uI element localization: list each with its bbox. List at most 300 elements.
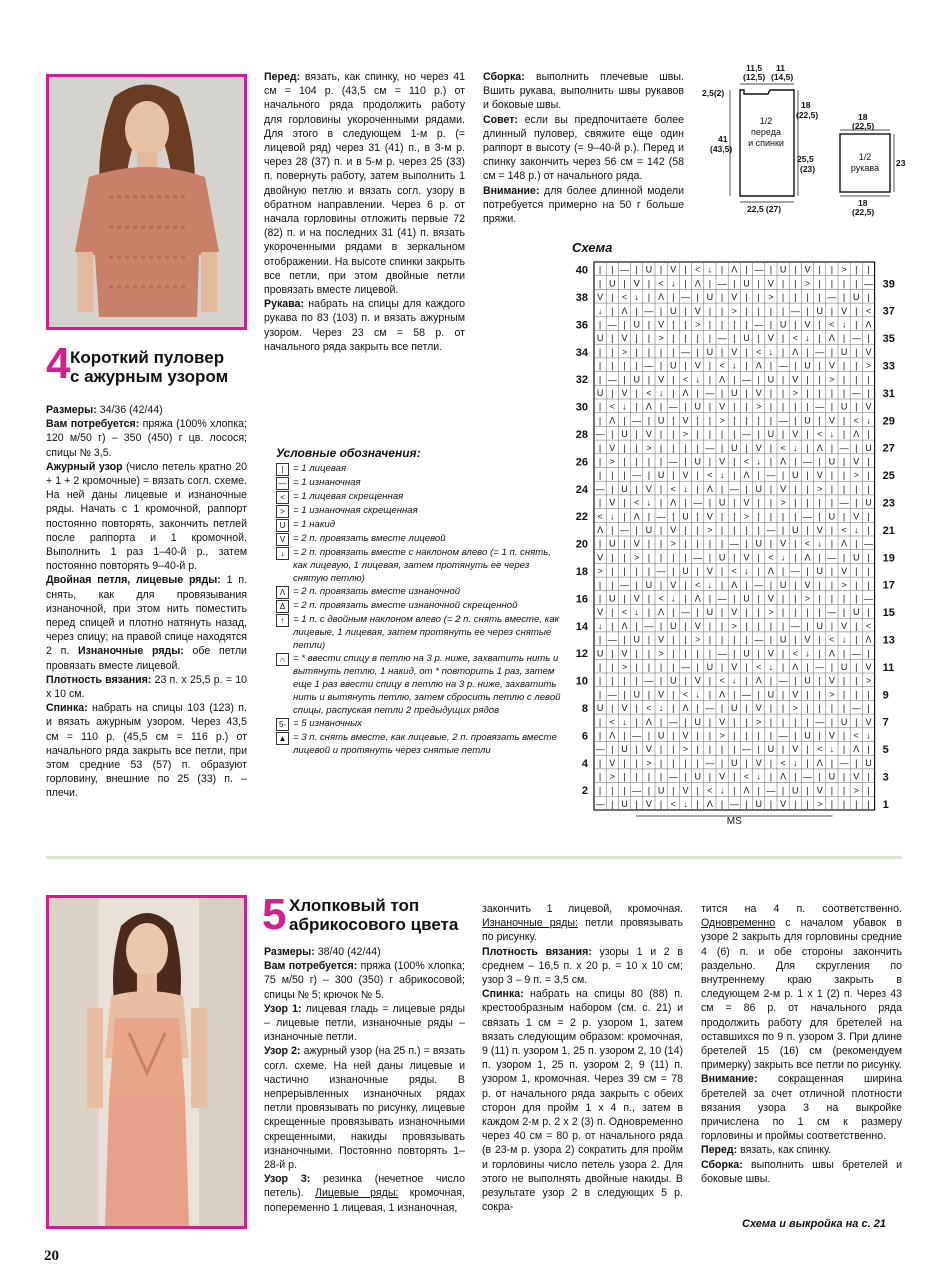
- svg-text:|: |: [867, 429, 870, 440]
- row-number-right: 21: [882, 524, 895, 537]
- svg-text:|: |: [611, 798, 614, 809]
- svg-text:|: |: [794, 415, 797, 426]
- svg-text:|: |: [647, 552, 651, 563]
- svg-text:|: |: [806, 689, 809, 700]
- svg-text:|: |: [867, 648, 870, 659]
- label: Изнаночные ряды:: [482, 917, 578, 930]
- svg-text:>: >: [670, 538, 676, 549]
- svg-text:|: |: [818, 333, 821, 344]
- svg-text:|: |: [708, 374, 712, 385]
- svg-text:U: U: [731, 757, 738, 768]
- svg-text:|: |: [830, 442, 834, 453]
- svg-text:↓: ↓: [793, 442, 798, 453]
- svg-text:Λ: Λ: [731, 264, 738, 275]
- svg-text:V: V: [865, 661, 872, 672]
- svg-text:|: |: [733, 716, 736, 727]
- svg-text:|: |: [830, 579, 834, 590]
- svg-text:|: |: [647, 634, 651, 645]
- svg-text:Λ: Λ: [828, 648, 835, 659]
- svg-text:|: |: [684, 648, 687, 659]
- svg-text:V: V: [828, 360, 835, 371]
- svg-text:|: |: [757, 278, 760, 289]
- svg-text:|: |: [672, 387, 675, 398]
- svg-text:U: U: [706, 661, 714, 672]
- dim-left-main2: (43,5): [710, 144, 733, 154]
- row-number-left: 6: [581, 730, 588, 743]
- svg-text:V: V: [609, 497, 616, 508]
- svg-text:—: —: [742, 429, 751, 440]
- svg-text:U: U: [828, 771, 836, 782]
- svg-text:—: —: [766, 785, 776, 796]
- text: ажурный узор (на 25 п.) = вязать согл. схеме. На ней даны лицевые и частично изнаночные ряды. В непрерывленных изнаночных рядах петли провязывать по рисунку, лицевые скрещенные провязывать изнаночными скрещенными, накиды провязывать изнаночными. Постоянно повторять 1–28-й р.: [264, 1045, 465, 1172]
- svg-text:|: |: [708, 771, 712, 782]
- svg-text:V: V: [780, 483, 787, 494]
- legend-text: = 1 лицевая: [293, 463, 347, 474]
- svg-text:|: |: [598, 415, 602, 426]
- svg-text:|: |: [745, 524, 748, 535]
- svg-text:U: U: [718, 497, 726, 508]
- svg-text:U: U: [767, 429, 775, 440]
- svg-text:V: V: [658, 634, 665, 645]
- sleeve-label-2: рукава: [850, 163, 880, 173]
- legend-item: [276, 731, 566, 757]
- svg-text:<: <: [719, 675, 725, 686]
- svg-text:↓: ↓: [634, 292, 639, 303]
- svg-text:|: |: [720, 524, 724, 535]
- svg-text:|: |: [696, 415, 699, 426]
- svg-text:U: U: [804, 415, 811, 426]
- svg-text:|: |: [623, 593, 626, 604]
- photo-pullover: [46, 74, 247, 330]
- svg-text:|: |: [598, 689, 602, 700]
- svg-text:V: V: [792, 744, 799, 755]
- svg-text:|: |: [733, 744, 736, 755]
- svg-text:↓: ↓: [744, 566, 749, 577]
- svg-text:U: U: [731, 442, 738, 453]
- svg-text:U: U: [743, 278, 750, 289]
- svg-text:<: <: [634, 497, 640, 508]
- svg-text:V: V: [694, 620, 701, 631]
- row-number-right: 37: [882, 305, 895, 318]
- row-number-left: 16: [575, 593, 588, 606]
- svg-text:—: —: [766, 524, 776, 535]
- svg-text:|: |: [855, 661, 858, 672]
- sleeve-label-1: 1/2: [858, 152, 872, 162]
- legend-text: = 3 п. снять вместе, как лицевые, 2 п. провязать вместе лицевой и протянуть через снятые петли: [293, 732, 557, 756]
- svg-text:Λ: Λ: [816, 757, 823, 768]
- svg-text:|: |: [611, 579, 614, 590]
- svg-text:↓: ↓: [854, 524, 859, 535]
- svg-text:|: |: [659, 552, 663, 563]
- svg-text:<: <: [658, 278, 664, 289]
- svg-text:>: >: [756, 716, 762, 727]
- svg-text:—: —: [717, 593, 727, 604]
- legend-item: [276, 532, 566, 546]
- svg-text:>: >: [865, 360, 872, 371]
- svg-text:|: |: [611, 661, 614, 672]
- svg-text:V: V: [719, 716, 726, 727]
- svg-text:|: |: [842, 333, 846, 344]
- text: сокращенная ширина бретелей за счет отличной плотности вязания узора 3 на выкройке причислена по 1 см к размеру горловины и проймы соответственно.: [701, 1073, 902, 1143]
- svg-text:>: >: [865, 675, 872, 686]
- svg-text:V: V: [780, 798, 787, 809]
- svg-text:—: —: [778, 415, 788, 426]
- svg-text:|: |: [696, 387, 699, 398]
- svg-text:>: >: [853, 785, 859, 796]
- svg-text:—: —: [742, 374, 751, 385]
- text: 23 п. х 25,5 р. = 10 х 10 см.: [46, 673, 247, 701]
- svg-text:|: |: [806, 483, 809, 494]
- svg-text:|: |: [672, 744, 675, 755]
- svg-text:|: |: [635, 429, 638, 440]
- svg-text:<: <: [621, 607, 628, 618]
- svg-text:|: |: [757, 689, 760, 700]
- svg-text:>: >: [829, 374, 835, 385]
- svg-text:|: |: [635, 483, 638, 494]
- svg-text:U: U: [767, 374, 775, 385]
- svg-text:|: |: [684, 360, 687, 371]
- svg-text:|: |: [611, 387, 614, 398]
- svg-text:|: |: [647, 661, 651, 672]
- svg-text:|: |: [855, 374, 858, 385]
- svg-text:—: —: [595, 483, 605, 494]
- svg-text:|: |: [842, 552, 846, 563]
- svg-text:|: |: [708, 552, 712, 563]
- svg-text:|: |: [794, 552, 797, 563]
- svg-text:|: |: [830, 785, 834, 796]
- svg-text:>: >: [646, 757, 652, 768]
- svg-text:|: |: [708, 429, 712, 440]
- svg-text:|: |: [745, 387, 748, 398]
- svg-text:|: |: [867, 333, 870, 344]
- label: Двойная петля, лицевые ряды:: [46, 574, 221, 587]
- svg-text:—: —: [742, 689, 751, 700]
- legend-title: Условные обозначения:: [276, 446, 421, 460]
- legend-symbol: >: [276, 505, 289, 518]
- project5-column-2: [482, 902, 683, 1214]
- svg-text:|: |: [781, 305, 785, 316]
- title-line-1: Хлопковый топ: [289, 896, 420, 915]
- svg-text:|: |: [781, 278, 785, 289]
- piece-label-1: 1/2: [759, 116, 773, 126]
- svg-text:|: |: [855, 620, 858, 631]
- svg-text:U: U: [633, 374, 640, 385]
- svg-text:|: |: [720, 511, 724, 522]
- svg-text:|: |: [842, 798, 846, 809]
- svg-text:↓: ↓: [622, 716, 627, 727]
- svg-text:—: —: [705, 703, 715, 714]
- svg-text:|: |: [684, 757, 687, 768]
- row-number-right: 25: [882, 470, 895, 483]
- svg-text:|: |: [720, 744, 724, 755]
- svg-text:—: —: [815, 401, 825, 412]
- svg-text:|: |: [684, 716, 687, 727]
- svg-text:|: |: [696, 524, 699, 535]
- svg-text:V: V: [597, 607, 604, 618]
- svg-text:|: |: [623, 319, 626, 330]
- svg-text:|: |: [794, 319, 797, 330]
- svg-text:|: |: [598, 771, 602, 782]
- svg-text:|: |: [769, 675, 773, 686]
- svg-text:|: |: [855, 401, 858, 412]
- svg-text:↓: ↓: [719, 470, 725, 481]
- svg-text:|: |: [733, 552, 736, 563]
- dim-right-top2: (22,5): [796, 110, 819, 120]
- svg-text:<: <: [756, 346, 762, 357]
- svg-text:|: |: [708, 305, 712, 316]
- svg-text:—: —: [766, 470, 776, 481]
- svg-text:<: <: [731, 566, 737, 577]
- svg-text:|: |: [806, 757, 809, 768]
- svg-text:|: |: [696, 538, 699, 549]
- title-line-2: абрикосового цвета: [289, 915, 459, 934]
- svg-text:>: >: [853, 470, 859, 481]
- svg-text:|: |: [745, 757, 748, 768]
- svg-text:|: |: [611, 785, 614, 796]
- project-number: 5: [262, 890, 287, 939]
- row-number-left: 26: [575, 456, 588, 469]
- svg-text:|: |: [623, 552, 626, 563]
- svg-text:|: |: [635, 798, 638, 809]
- svg-text:|: |: [867, 798, 870, 809]
- svg-text:|: |: [720, 607, 724, 618]
- svg-text:|: |: [647, 456, 651, 467]
- svg-text:V: V: [670, 264, 677, 275]
- svg-text:U: U: [621, 798, 628, 809]
- svg-text:|: |: [647, 593, 651, 604]
- svg-text:Λ: Λ: [670, 497, 677, 508]
- svg-text:U: U: [816, 305, 823, 316]
- svg-text:|: |: [659, 744, 663, 755]
- svg-text:V: V: [682, 785, 689, 796]
- svg-text:Λ: Λ: [865, 634, 872, 645]
- svg-text:|: |: [672, 757, 675, 768]
- svg-text:|: |: [635, 333, 638, 344]
- svg-text:|: |: [598, 730, 602, 741]
- svg-text:|: |: [708, 360, 712, 371]
- svg-text:↓: ↓: [683, 798, 688, 809]
- svg-text:>: >: [658, 648, 664, 659]
- svg-text:V: V: [645, 429, 652, 440]
- svg-text:|: |: [647, 374, 651, 385]
- svg-text:|: |: [867, 292, 870, 303]
- svg-text:Λ: Λ: [621, 305, 628, 316]
- svg-text:|: |: [684, 634, 687, 645]
- svg-text:|: |: [696, 429, 699, 440]
- svg-text:|: |: [647, 771, 651, 782]
- svg-text:Λ: Λ: [658, 607, 665, 618]
- row-number-left: 22: [575, 511, 588, 524]
- text: выполнить плечевые швы. Вшить рукава, выполнить швы рукавов и боковые швы.: [483, 71, 684, 112]
- svg-text:|: |: [733, 319, 736, 330]
- svg-text:U: U: [828, 456, 836, 467]
- svg-text:—: —: [595, 429, 605, 440]
- svg-text:|: |: [818, 593, 821, 604]
- svg-text:<: <: [768, 552, 774, 563]
- svg-text:|: |: [769, 319, 773, 330]
- svg-text:|: |: [855, 566, 858, 577]
- svg-text:|: |: [830, 401, 834, 412]
- svg-text:Λ: Λ: [609, 730, 616, 741]
- svg-text:U: U: [682, 566, 689, 577]
- svg-text:—: —: [644, 675, 654, 686]
- svg-text:—: —: [681, 661, 690, 672]
- svg-text:V: V: [682, 470, 689, 481]
- svg-text:|: |: [745, 360, 748, 371]
- svg-text:—: —: [851, 333, 861, 344]
- svg-text:—: —: [729, 538, 739, 549]
- svg-text:↓: ↓: [658, 703, 664, 714]
- svg-text:|: |: [855, 497, 858, 508]
- svg-text:|: |: [598, 785, 602, 796]
- svg-text:|: |: [769, 757, 773, 768]
- svg-text:|: |: [745, 716, 748, 727]
- label: Внимание:: [483, 184, 540, 197]
- svg-text:|: |: [598, 593, 602, 604]
- svg-text:V: V: [804, 264, 811, 275]
- svg-text:V: V: [841, 566, 848, 577]
- svg-text:|: |: [781, 524, 785, 535]
- svg-text:U: U: [840, 716, 848, 727]
- svg-text:|: |: [794, 456, 797, 467]
- svg-text:|: |: [794, 360, 797, 371]
- row-number-left: 24: [575, 483, 588, 496]
- legend-item: [276, 585, 566, 599]
- svg-text:|: |: [867, 607, 870, 618]
- label: Сборка:: [701, 1158, 743, 1171]
- svg-text:|: |: [708, 333, 712, 344]
- legend-symbol: Λ: [276, 586, 289, 599]
- label: Рукава:: [264, 298, 304, 311]
- svg-text:|: |: [708, 538, 712, 549]
- svg-text:U: U: [731, 387, 738, 398]
- legend-text: = 2 п. провязать вместе с наклоном влево (= 1 п. снять, как лицевую, 1 лицевая, затем протянуть ее через снятую петлю): [293, 547, 551, 584]
- svg-text:|: |: [781, 689, 785, 700]
- svg-text:—: —: [693, 497, 703, 508]
- svg-text:—: —: [644, 620, 654, 631]
- svg-text:<: <: [829, 634, 835, 645]
- svg-text:|: |: [647, 511, 651, 522]
- svg-text:|: |: [659, 538, 663, 549]
- svg-text:|: |: [867, 483, 870, 494]
- svg-text:<: <: [719, 360, 725, 371]
- svg-text:U: U: [828, 511, 836, 522]
- svg-text:<: <: [609, 401, 615, 412]
- svg-text:|: |: [781, 292, 785, 303]
- svg-text:<: <: [817, 744, 823, 755]
- svg-text:↓: ↓: [719, 785, 725, 796]
- svg-text:|: |: [696, 798, 699, 809]
- svg-text:<: <: [792, 333, 798, 344]
- svg-text:U: U: [657, 785, 665, 796]
- svg-text:|: |: [806, 387, 809, 398]
- svg-text:U: U: [816, 620, 823, 631]
- svg-text:|: |: [672, 785, 675, 796]
- svg-text:U: U: [633, 319, 640, 330]
- svg-text:>: >: [780, 497, 786, 508]
- svg-text:V: V: [865, 346, 872, 357]
- svg-text:|: |: [867, 511, 870, 522]
- svg-text:|: |: [696, 703, 699, 714]
- svg-text:>: >: [792, 703, 798, 714]
- svg-text:|: |: [806, 292, 809, 303]
- svg-text:V: V: [792, 689, 799, 700]
- svg-text:|: |: [635, 648, 638, 659]
- svg-text:|: |: [769, 634, 773, 645]
- project-title: [70, 348, 260, 386]
- svg-text:—: —: [644, 305, 654, 316]
- project4-column-2: [264, 70, 465, 354]
- text: (число петель кратно 20 + 1 + 2 кромочные) = вязать согл. схеме. На ней даны лицевые и изнаночные ряды. Начать с 1 кромочной, раппорт постоянно повторять, закончить петлей после раппорта и 1 кромочной. Выполнить 1 раз 1–40-й р., затем постоянно повторять 9–40-й р.: [46, 460, 247, 573]
- svg-text:|: |: [781, 648, 785, 659]
- row-number-left: 36: [575, 319, 588, 332]
- svg-text:V: V: [706, 511, 713, 522]
- svg-text:—: —: [803, 456, 812, 467]
- svg-text:—: —: [778, 360, 788, 371]
- svg-text:|: |: [720, 429, 724, 440]
- svg-text:|: |: [672, 648, 675, 659]
- svg-text:|: |: [720, 634, 724, 645]
- label: Вам потребуется:: [46, 418, 140, 431]
- rapport-marker: MS: [726, 816, 742, 827]
- project-title: [289, 896, 479, 934]
- svg-text:U: U: [670, 620, 677, 631]
- legend-symbol: ↑: [276, 614, 289, 627]
- svg-text:V: V: [853, 771, 860, 782]
- svg-text:|: |: [855, 305, 858, 316]
- svg-text:>: >: [719, 415, 725, 426]
- svg-text:↓: ↓: [597, 305, 603, 316]
- svg-text:<: <: [780, 757, 786, 768]
- svg-text:↓: ↓: [841, 634, 847, 645]
- svg-text:|: |: [623, 538, 626, 549]
- svg-text:U: U: [718, 552, 726, 563]
- svg-text:|: |: [733, 470, 736, 481]
- svg-text:↓: ↓: [756, 771, 761, 782]
- svg-text:>: >: [682, 744, 689, 755]
- text: кромочная, попеременно 1 лицевая, 1 изнаночная,: [264, 1187, 465, 1214]
- svg-text:V: V: [828, 675, 835, 686]
- row-number-left: 32: [575, 374, 588, 387]
- svg-text:|: |: [781, 744, 785, 755]
- svg-text:|: |: [659, 305, 663, 316]
- title-line-2: с ажурным узором: [70, 367, 229, 386]
- svg-text:|: |: [757, 593, 760, 604]
- svg-text:|: |: [855, 716, 858, 727]
- svg-text:<: <: [865, 305, 872, 316]
- svg-text:|: |: [806, 442, 809, 453]
- svg-text:↓: ↓: [866, 730, 871, 741]
- svg-text:U: U: [779, 634, 787, 645]
- svg-text:V: V: [597, 552, 604, 563]
- svg-text:|: |: [794, 634, 797, 645]
- svg-text:|: |: [733, 278, 736, 289]
- svg-text:↓: ↓: [695, 689, 700, 700]
- svg-text:U: U: [633, 634, 640, 645]
- row-number-right: 31: [882, 387, 895, 400]
- svg-text:—: —: [717, 333, 727, 344]
- svg-text:U: U: [779, 319, 787, 330]
- svg-text:>: >: [756, 401, 762, 412]
- svg-text:Λ: Λ: [706, 798, 713, 809]
- svg-text:|: |: [867, 579, 870, 590]
- svg-text:V: V: [853, 456, 860, 467]
- chart-title: Схема: [572, 240, 613, 255]
- legend-symbol: U: [276, 519, 289, 532]
- legend-item: [276, 490, 566, 504]
- svg-text:|: |: [806, 524, 809, 535]
- dim-left-main: 41: [718, 134, 728, 144]
